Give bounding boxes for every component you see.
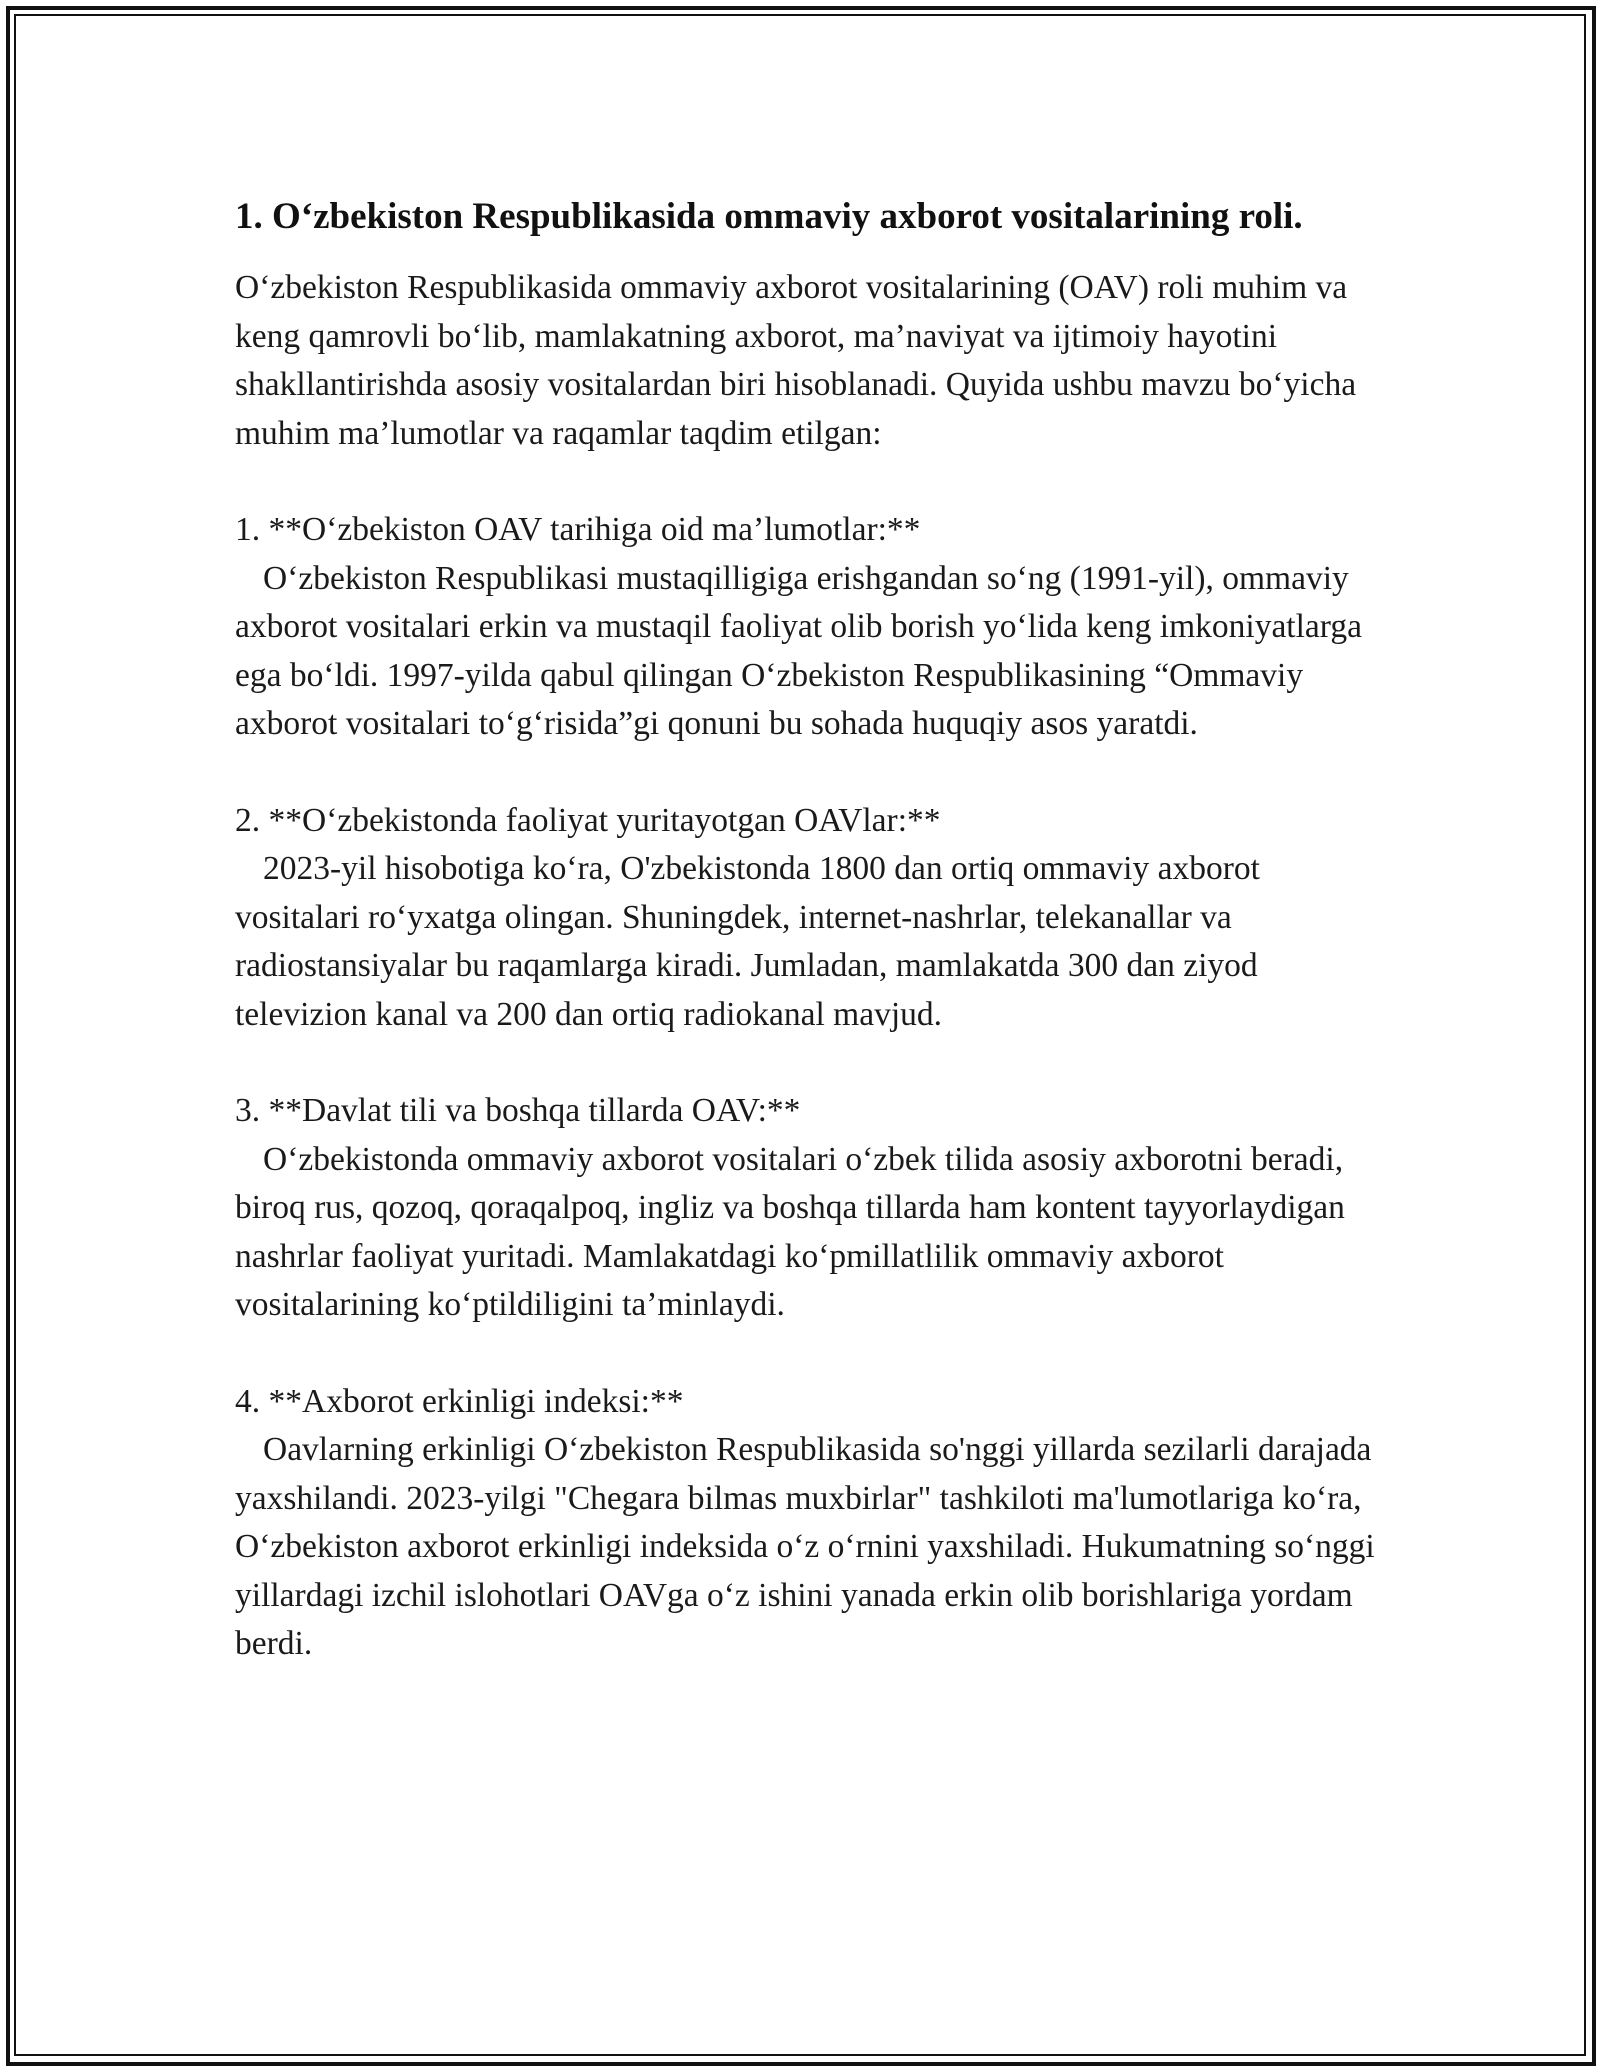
section-history: [235, 506, 1375, 749]
section-heading: 4. **Axborot erkinligi indeksi:**: [235, 1382, 684, 1420]
section-body: O‘zbekistonda ommaviy axborot vositalari o‘zbek tilida asosiy axborotni beradi, biroq rus, qozoq, qoraqalpoq, ingliz va boshqa tillarda ham kontent tayyorlaydigan nashrlar faoliyat yuritadi. Mamlakatdagi ko‘pmillatlilik ommaviy axborot vositalarining ko‘ptildiligini ta’minlaydi.: [235, 1140, 1345, 1323]
section-press-freedom: [235, 1378, 1375, 1669]
document-title: 1. O‘zbekiston Respublikasida ommaviy axborot vositalarining roli.: [235, 196, 1303, 237]
section-body: Oavlarning erkinligi O‘zbekiston Respublikasida so'nggi yillarda sezilarli darajada yaxshilandi. 2023-yilgi "Chegara bilmas muxbirlar" tashkiloti ma'lumotlariga ko‘ra, O‘zbekiston axborot erkinligi indeksida o‘z o‘rnini yaxshiladi. Hukumatning so‘nggi yillardagi izchil islohotlari OAVga o‘z ishini yanada erkin olib borishlariga yordam berdi.: [235, 1431, 1375, 1662]
document-body: [235, 188, 1375, 1669]
section-body: O‘zbekiston Respublikasi mustaqilligiga erishgandan so‘ng (1991-yil), ommaviy axborot vositalari erkin va mustaqil faoliyat olib borish yo‘lida keng imkoniyatlarga ega bo‘ldi. 1997-yilda qabul qilingan O‘zbekiston Respublikasining “Ommaviy axborot vositalari to‘g‘risida”gi qonuni bu sohada huquqiy asos yaratdi.: [235, 559, 1362, 742]
section-body: 2023-yil hisobotiga ko‘ra, O'zbekistonda 1800 dan ortiq ommaviy axborot vositalari ro‘yxatga olingan. Shuningdek, internet-nashrlar, telekanallar va radiostansiyalar bu raqamlarga kiradi. Jumladan, mamlakatda 300 dan ziyod televizion kanal va 200 dan ortiq radiokanal mavjud.: [235, 850, 1260, 1033]
section-heading: 2. **O‘zbekistonda faoliyat yuritayotgan OAVlar:**: [235, 801, 941, 839]
section-heading: 1. **O‘zbekiston OAV tarihiga oid ma’lumotlar:**: [235, 511, 921, 548]
intro-paragraph: O‘zbekiston Respublikasida ommaviy axborot vositalarining (OAV) roli muhim va keng qamrovli bo‘lib, mamlakatning axborot, ma’naviyat va ijtimoiy hayotini shakllantirishda asosiy vositalardan biri hisoblanadi. Quyida ushbu mavzu bo‘yicha muhim ma’lumotlar va raqamlar taqdim etilgan:: [235, 269, 1357, 452]
section-media-outlets: [235, 797, 1375, 1040]
section-languages: [235, 1087, 1375, 1330]
section-heading: 3. **Davlat tili va boshqa tillarda OAV:**: [235, 1092, 801, 1129]
